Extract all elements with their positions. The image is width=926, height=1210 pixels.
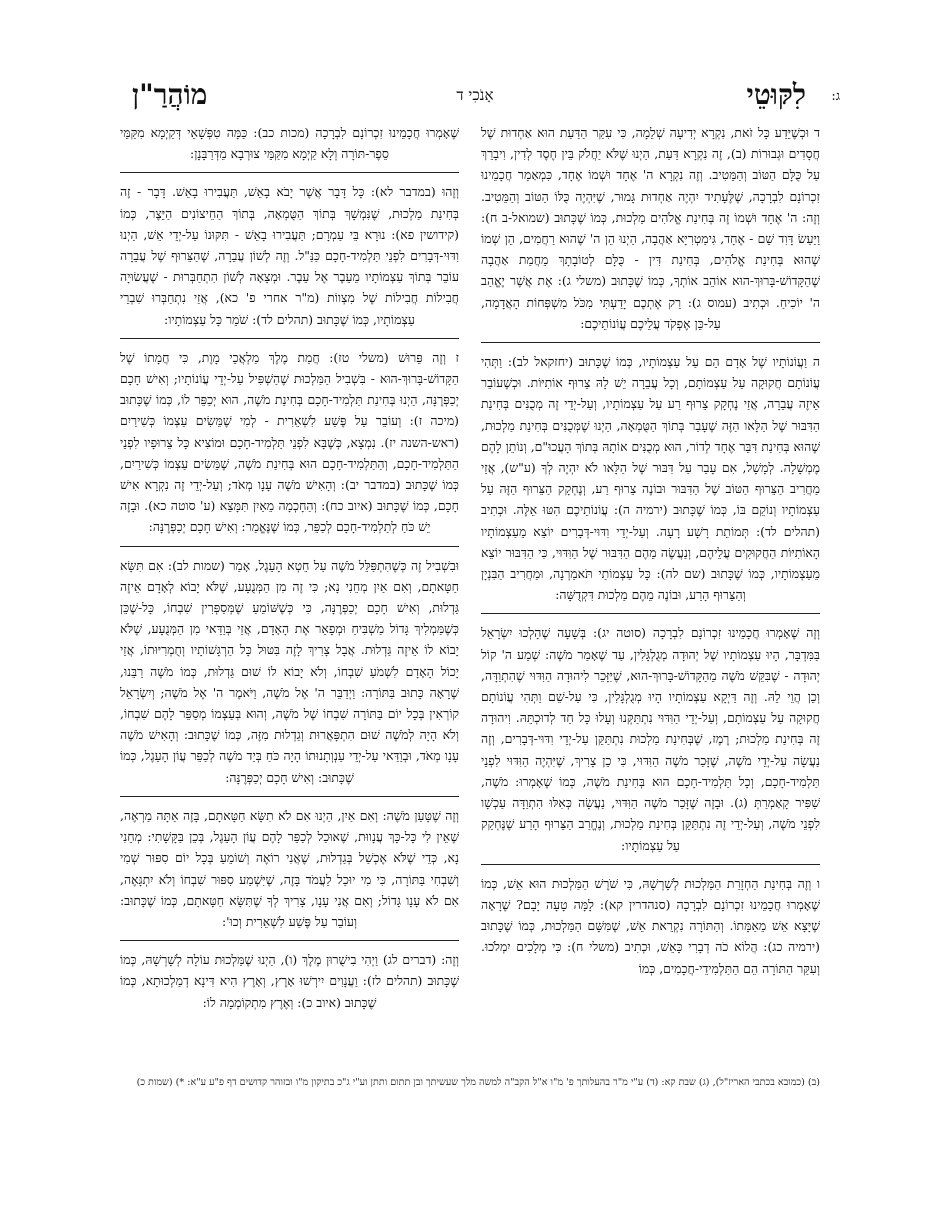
section-title: אָנֹכִי ד [456, 86, 494, 104]
divider [481, 342, 820, 343]
page-header [116, 78, 840, 118]
paragraph: וְזֶה שֶׁאָמְרוּ חֲכָמֵינוּ זִכְרוֹנָם לִבְרָכָה (סוטה יג): בְּשָׁעָה שֶׁהָלְכוּ יִשְׂרָאֵל בַּמִּדְבָּר, הָיוּ עַצְמוֹתָיו שֶׁל יְהוּדָה מְגֻלְגָּלִין, עַד שֶׁאָמַר מֹשֶׁה: שְׁמַע ה' קוֹל יְהוּדָה - שֶׁבִּקֵּשׁ מֹשֶׁה מֵהַקָּדוֹשׁ-בָּרוּךְ-הוּא, שֶׁיִּזָּכֵר לִיהוּדָה הַוִּדּוּי שֶׁהִתְוַדָּה, וְכֵן הֲוֵי לֵהּ. וְזֶה דַּיְקָא עַצְמוֹתָיו הָיוּ מְגֻלְגָּלִין, כִּי עַל-שֵׁם וַתְּהִי עֲוֹנוֹתָם חֲקוּקָה עַל עַצְמוֹתָם, וְעַל-יְדֵי הַוִּדּוּי נִתְתַּקְּנוּ וְעָלוּ כָּל חַד לְדוּכְתֵּהּ. וִיהוּדָה זֶה בְּחִינַת מַלְכוּת; רֶמֶז, שֶׁבְּחִינַת מַלְכוּת נִתְתַּקֵּן עַל-יְדֵי וִדּוּי-דְּבָרִים, וְזֶה נַעֲשָׂה עַל-יְדֵי מֹשֶׁה, שֶׁזָּכַר מֹשֶׁה הַוִּדּוּי, כִּי כֵן צָרִיךְ, שֶׁיִּהְיֶה הַוִּדּוּי לִפְנֵי תַּלְמִיד-חָכָם, וְכָל תַּלְמִיד-חָכָם הוּא בְּחִינַת מֹשֶׁה, כְּמוֹ שֶׁאָמְרוּ: מֹשֶׁה, שַׁפִּיר קָאַמְרַתְּ (ג). וּבָזֶה שֶׁזָּכַר מֹשֶׁה הַוִּדּוּי, נַעֲשָׂה כְּאִלּוּ הִתְוַדָּה עַכְשָׁו לִפְנֵי מֹשֶׁה, וְעַל-יְדֵי זֶה נִתְתַּקֵּן בְּחִינַת מַלְכוּת, וְנֶחֱרַב הַצֵּרוּף הָרַע שֶׁנֶּחְקַק עַל עַצְמוֹתָיו: [481, 625, 820, 853]
paragraph: ז וְזֶה פֵּרוּשׁ (משלי טז): חֲמַת מֶלֶךְ מַלְאֲכֵי מָוֶת, כִּי חֲמָתוֹ שֶׁל הַקָּדוֹשׁ-בָּרוּךְ-הוּא - בִּשְׁבִיל הַמַּלְכוּת שֶׁהַשְׁפִּיל עַל-יְדֵי עֲוֹנוֹתָיו; וְאִישׁ חָכָם יְכַפְּרֶנָּה, הַיְנוּ בְּחִינַת תַּלְמִיד-חָכָם בְּחִינַת מֹשֶׁה, הוּא יְכַפֵּר לוֹ, כְּמוֹ שֶׁכָּתוּב (מיכה ז): וְעוֹבֵר עַל פֶּשַׁע לִשְׁאֵרִית - לְמִי שֶׁמֵּשִׂים עַצְמוֹ כְּשִׁירַיִם (ראש-השנה יז). נִמְצָא, כְּשֶׁבָּא לִפְנֵי תַּלְמִיד-חָכָם וּמוֹצִיא כָּל צֵרוּפָיו לִפְנֵי הַתַּלְמִיד-חָכָם, וְהַתַּלְמִיד-חָכָם הוּא בְּחִינַת מֹשֶׁה, שֶׁמֵּשִׂים עַצְמוֹ כְּשִׁירַיִם, כְּמוֹ שֶׁכָּתוּב (במדבר יב): וְהָאִישׁ מֹשֶׁה עָנָו מְאֹד; וְעַל-יְדֵי זֶה נִקְרָא אִישׁ חָכָם, כְּמוֹ שֶׁכָּתוּב (איוב כח): וְהַחָכְמָה מֵאַיִן תִּמָּצֵא (ע' סוטה כא). וּבָזֶה יֵשׁ כֹּחַ לְתַלְמִיד-חָכָם לְכַפֵּר, כְּמוֹ שֶׁנֶּאֱמַר: וְאִישׁ חָכָם יְכַפְּרֶנָּה: [120, 349, 459, 535]
paragraph: וְזֶהוּ (במדבר לא): כָּל דָּבָר אֲשֶׁר יָבֹא בָאֵשׁ, תַּעֲבִירוּ בָאֵשׁ. דָּבָר - זֶה בְּחִינַת מַלְכוּת, שֶׁנִּמְשָׁךְ בְּתוֹךְ הַטֻּמְאָה, בְּתוֹךְ הַחֵיצוֹנִים הַיֵּצֶר, כְּמוֹ (קידושין פא): נוּרָא בֵּי עַמְרָם; תַּעֲבִירוּ בָאֵשׁ - תִּקּוּנוֹ עַל-יְדֵי אֵשׁ, הַיְנוּ וִדּוּי-דְּבָרִים לִפְנֵי תַּלְמִיד-חָכָם כַּנַּ"ל. וְזֶה לְשׁוֹן עֲבֵרָה, שֶׁהַצֵּרוּף שֶׁל עֲבֵרָה עוֹבֵר בְּתוֹךְ עַצְמוֹתָיו מֵעֵבֶר אֶל עֵבֶר. וּמְצָאָה לְשׁוֹן הִתְחַבְּרוּת - שֶׁעֲשׂוּיָה חֲבִילוֹת חֲבִילוֹת שֶׁל מִצְווֹת (מ"ר אחרי פ' כא), אֲזַי נִתְחַבְּרוּ שִׁבְרֵי עַצְמוֹתָיו, כְּמוֹ שֶׁכָּתוּב (תהלים לד): שֹׁמֵר כָּל עַצְמוֹתָיו: [120, 184, 459, 327]
right-column [481, 122, 820, 1042]
paragraph: וְזֶה: (דברים לג) וַיְהִי בִישֻׁרוּן מֶלֶךְ (ו), הַיְנוּ שֶׁמַּלְכוּת עוֹלָה לְשָׁרְשָׁהּ, כְּמוֹ שֶׁכָּתוּב (תהלים לז): וַעֲנָוִים יִירְשׁוּ אָרֶץ, וְאָרֶץ הִיא דִּינָא דְמַלְכוּתָא, כְּמוֹ שֶׁכָּתוּב (איוב כ): וְאֶרֶץ מִתְקוֹמְמָה לוֹ: [120, 952, 459, 1010]
divider [481, 864, 820, 865]
left-column [120, 122, 459, 1042]
divider [120, 172, 459, 173]
page-number: ג: [831, 89, 840, 104]
paragraph: שֶׁאָמְרוּ חֲכָמֵינוּ זִכְרוֹנָם לִבְרָכָה (מכות כב): כַּמָּה טִפְּשָׁאֵי דְּקַיְמָא מִקַּמֵּי סֵפֶר-תּוֹרָה וְלָא קַיְמָא מִקַּמֵּי צוּרְבָא מֵדְּרַבָּנָן: [120, 125, 459, 162]
book-title: לִקּוּטֵי [746, 78, 806, 111]
paragraph: ד וּכְשֶׁיֵּדַע כָּל זֹאת, נִקְרָא יְדִיעָה שְׁלֵמָה, כִּי עִקַּר הַדַּעַת הוּא אַחְדוּת שֶׁל חֲסָדִים וּגְבוּרוֹת (ב), זֶה נִקְרָא דַּעַת, הַיְנוּ שֶׁלֹּא יַחֲלֹק בֵּין חֶסֶד לְדִין, וִיבָרֵךְ עַל כֻּלָּם הַטּוֹב וְהַמֵּטִיב. וְזֶה נִקְרָא ה' אֶחָד וּשְׁמוֹ אֶחָד, כִּמְאַמַר חֲכָמֵינוּ זִכְרוֹנָם לִבְרָכָה, שֶׁלֶּעָתִיד יִהְיֶה אַחְדוּת גָּמוּר, שֶׁיִּהְיֶה כֻּלּוֹ הַטּוֹב וְהַמֵּטִיב. וְזֶה: ה' אֶחָד וּשְׁמוֹ זֶה בְּחִינַת אֱלֹהִים מַלְכוּת, כְּמוֹ שֶׁכָּתוּב (שמואל-ב ח): וַיַּעַשׂ דָּוִד שֵׁם - אֶחָד, גִּימַטְרִיָּא אַהֲבָה, הַיְנוּ הֵן ה' שֶׁהוּא רַחֲמִים, הֵן שְׁמוֹ שֶׁהוּא בְּחִינַת אֱלֹהִים, בְּחִינַת דִּין - כֻּלָּם לְטוֹבָתָךְ מֵחֲמַת אַהֲבָה שֶׁהַקָּדוֹשׁ-בָּרוּךְ-הוּא אוֹהֵב אוֹתְךָ, כְּמוֹ שֶׁכָּתוּב (משלי ג): אֶת אֲשֶׁר יֶאֱהַב ה' יוֹכִיחַ. וּכְתִיב (עמוס ג): רַק אֶתְכֶם יָדַעְתִּי מִכֹּל מִשְׁפְּחוֹת הָאֲדָמָה, עַל-כֵּן אֶפְקֹד עֲלֵיכֶם עֲוֹנוֹתֵיכֶם: [481, 125, 820, 331]
divider [120, 546, 459, 547]
footnote: (ב) (כמובא בכתבי האריז"ל), (ג) שבת קא: (ד) ע"י מ"ר בהעלותך פ' מ"ו א"ל הקב"ה למשה מלך שעשיתך ובן תתום ותתן וע"י ג"כ בתיקון מ"ו ובזוהר קדושים דף פ"ע ע"א: *) (שמות כ) [136, 1077, 820, 1088]
paragraph: וְזֶה שֶׁטָּעַן מֹשֶׁה: וְאִם אַיִן, הַיְנוּ אִם לֹא תִשָּׂא חַטָּאתָם, בָּזֶה אַתָּה מַרְאֶה, שֶׁאֵין לִי כָּל-כָּךְ עֲנָווּת, שֶׁאוּכַל לְכַפֵּר לָהֶם עֲוֹן הָעֵגֶל, בְּכֵן בַּקָּשָׁתִי: מְחֵנִי נָא, כְּדֵי שֶׁלֹּא אֶכְשַׁל בְּגַדְלוּת, שֶׁאֲנִי רוֹאֶה וְשׁוֹמֵעַ בְּכָל יוֹם סִפּוּר שְׁמִי וְשִׁבְחִי בַּתּוֹרָה, כִּי מִי יוּכַל לַעֲמֹד בָּזֶה, שֶׁיִּשְׁמַע סִפּוּר שִׁבְחוֹ וְלֹא יִתְגָּאֶה, אִם לֹא עָנָו גָּדוֹל; וְאִם אֲנִי עָנָו, צָרִיךְ לְךָ שֶׁתִּשָּׂא חַטָּאתָם, כְּמוֹ שֶׁכָּתוּב: וְעוֹבֵר עַל פֶּשַׁע לִשְׁאֵרִית וְכוּ': [120, 807, 459, 929]
text-columns [120, 122, 820, 1042]
divider [120, 796, 459, 797]
divider [481, 613, 820, 614]
divider [120, 338, 459, 339]
paragraph: וּבִשְׁבִיל זֶה כְּשֶׁהִתְפַּלֵּל מֹשֶׁה עַל חֵטְא הָעֵגֶל, אָמַר (שמות לב): אִם תִּשָּׂא חַטָּאתָם, וְאִם אַיִן מְחֵנִי נָא; כִּי זֶה מִן הַמְּנֻעָע, שֶׁלֹּא יָבוֹא לְאָדָם אֵיזֶה גַּדְלוּת, וְאִישׁ חָכָם יְכַפְּרֶנָּה, כִּי כְּשֶׁשּׁוֹמֵעַ שֶׁמְּסַפְּרִין שִׁבְחוֹ, כָּל-שֶׁכֵּן כְּשֶׁמַּמְלִיךְ גָּדוֹל מַשְׁבִּיחַ וּמְפָאֵר אֶת הָאָדָם, אֲזַי בְּוַדַּאי מִן הַמְּנֻעָע, שֶׁלֹּא יָבוֹא לוֹ אֵיזֶה גַּדְלוּת. אֲבָל צָרִיךְ לָזֶה בִּטּוּל כָּל הַרְגָּשׁוֹתָיו וְחֻמְרִיּוּתוֹ, אֲזַי יָכוֹל הָאָדָם לִשְׁמֹעַ שִׁבְחוֹ, וְלֹא יָבוֹא לוֹ שׁוּם גַּדְלוּת, כְּמוֹ מֹשֶׁה רַבֵּנוּ, שֶׁרָאָה כָּתוּב בַּתּוֹרָה: וַיְדַבֵּר ה' אֶל מֹשֶׁה, וַיֹּאמֶר ה' אֶל מֹשֶׁה; וְיִשְׂרָאֵל קוֹרְאִין בְּכָל יוֹם בַּתּוֹרָה שִׁבְחוֹ שֶׁל מֹשֶׁה, וְהוּא בְּעַצְמוֹ מְסַפֵּר לָהֶם שִׁבְחוֹ, וְלֹא הָיָה לְמֹשֶׁה שׁוּם הִתְפָּאֲרוּת וְגַדְלוּת מִזֶּה, כְּמוֹ שֶׁכָּתוּב: וְהָאִישׁ מֹשֶׁה עָנָו מְאֹד, וּבְוַדַּאי עַל-יְדֵי עַנְוְתָנוּתוֹ הָיָה כֹּחַ בְּיַד מֹשֶׁה לְכַפֵּר עֲוֹן הָעֵגֶל, כְּמוֹ שֶׁכָּתוּב: וְאִישׁ חָכָם יְכַפְּרֶנָּה: [120, 557, 459, 785]
author-title: מוֹהֲרַ"ן [132, 78, 208, 111]
divider [120, 940, 459, 941]
paragraph: ה וַעֲוֹנוֹתָיו שֶׁל אָדָם הֵם עַל עַצְמוֹתָיו, כְּמוֹ שֶׁכָּתוּב (יחזקאל לב): וַתְּהִי עֲוֹנוֹתָם חֲקוּקָה עַל עַצְמוֹתָם, וְכָל עֲבֵרָה יֵשׁ לָהּ צֵרוּף אוֹתִיּוֹת. וּכְשֶׁעוֹבֵר אֵיזֶה עֲבֵרָה, אֲזַי נֶחְקָק צֵרוּף רַע עַל עַצְמוֹתָיו, וְעַל-יְדֵי זֶה מְכֻנִּים בְּחִינַת הַדִּבּוּר שֶׁל הַלָּאו הַזֶּה שֶׁעָבַר בְּתוֹךְ הַטֻּמְאָה, הַיְנוּ שֶׁמְּכֻנִּים בְּחִינַת מַלְכוּת, שֶׁהוּא בְּחִינַת דִּבֵּר אֶחָד לְדוֹר, הוּא מְכֻנִּים אוֹתָהּ בְּתוֹךְ הָעֲכוּ"ם, וְנוֹתֵן לָהֶם מֶמְשָׁלָה. לְמָשָׁל, אִם עָבַר עַל דִּבּוּר שֶׁל הַלָּאו לֹא יִהְיֶה לְךָ (ע"ש), אֲזַי מַחֲרִיב הַצֵּרוּף הַטּוֹב שֶׁל הַדִּבּוּר וּבוֹנֶה צֵרוּף רַע, וְנֶחְקָק הַצֵּרוּף הַזֶּה עַל עַצְמוֹתָיו וְנוֹקֵם בּוֹ, כְּמוֹ שֶׁכָּתוּב (ירמיה ה): עֲוֹנוֹתֵיכֶם הִטּוּ אֵלֶּה. וּכְתִיב (תהלים לד): תְּמוֹתֵת רָשָׁע רָעָה. וְעַל-יְדֵי וִדּוּי-דְּבָרִים יוֹצֵא מֵעַצְמוֹתָיו הָאוֹתִיּוֹת הַחֲקוּקִים עֲלֵיהֶם, וְנַעֲשֶׂה מֵהֶם הַדִּבּוּר שֶׁל הַוִּדּוּי, כִּי הַדִּבּוּר יוֹצֵא מֵעַצְמוֹתָיו, כְּמוֹ שֶׁכָּתוּב (שם לה): כָּל עַצְמוֹתַי תֹּאמַרְנָה, וּמַחֲרִיב הַבִּנְיָן וְהַצֵּרוּף הָרַע, וּבוֹנֶה מֵהֶם מַלְכוּת דִּקְדֻשָּׁה: [481, 354, 820, 603]
paragraph: ו וְזֶה בְּחִינַת הַחְזָרַת הַמַּלְכוּת לְשָׁרְשָׁהּ, כִּי שֹׁרֶשׁ הַמַּלְכוּת הוּא אֵשׁ, כְּמוֹ שֶׁאָמְרוּ חֲכָמֵינוּ זִכְרוֹנָם לִבְרָכָה (סנהדרין קא): לָמָּה טָעָה יָבָם? שֶׁרָאָה שֶׁיָּצָא אֵשׁ מֵאַמָּתוֹ. וְהַתּוֹרָה נִקְרֵאת אֵשׁ, שֶׁמִּשָּׁם הַמַּלְכוּת, כְּמוֹ שֶׁכָּתוּב (ירמיה כג): הֲלוֹא כֹה דְבָרִי כָּאֵשׁ, וּכְתִיב (משלי ח): כִּי מְלָכִים יִמְלֹכוּ. וְעִקַּר הַתּוֹרָה הֵם הַתַּלְמִידֵי-חֲכָמִים, כְּמוֹ [481, 875, 820, 976]
